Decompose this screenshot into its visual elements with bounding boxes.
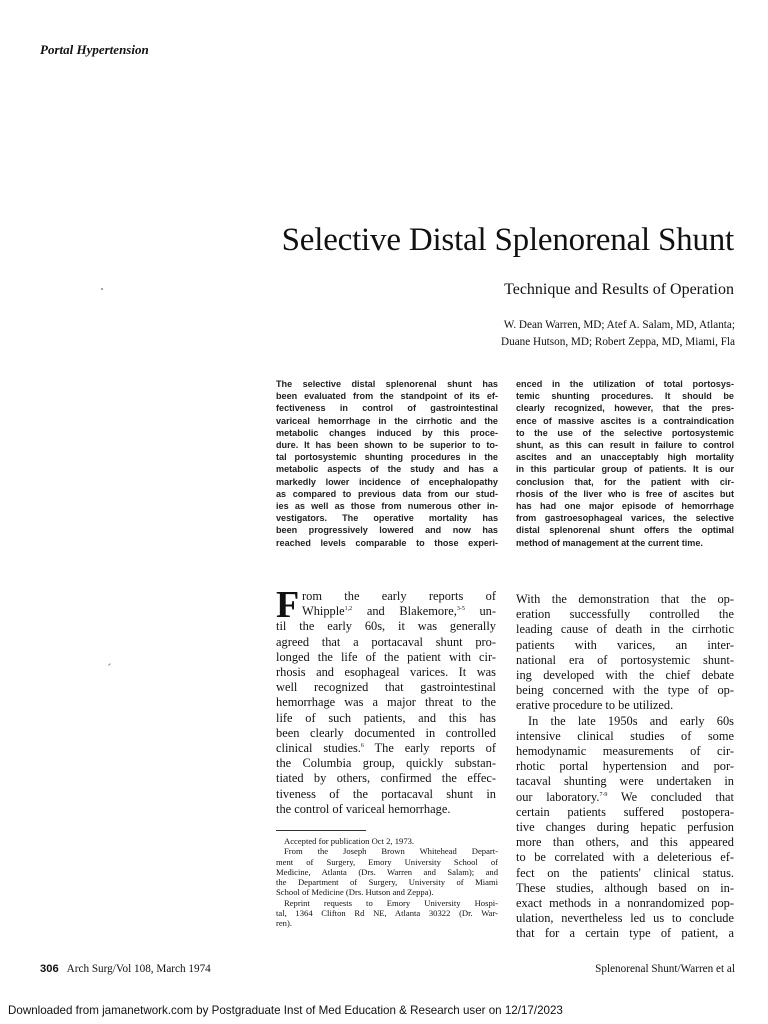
body-line: longed the life of the patient with cir-	[276, 649, 496, 664]
body-line: certain patients suffered postopera-	[516, 804, 734, 819]
abstract-line: rhosis of the liver who is free of ascites but	[516, 488, 734, 499]
abstract-line: metabolic aspects of the study and has a	[276, 464, 498, 475]
body-right-column	[516, 592, 734, 942]
footnote-line: tal, 1364 Clifton Rd NE, Atlanta 30322 (Dr. War-	[276, 908, 498, 919]
body-line: life of such patients, and this has	[276, 710, 496, 725]
body-line: rhotic portal hypertension and por-	[516, 759, 734, 774]
abstract-line: been evaluated from the standpoint of its ef-	[276, 391, 498, 402]
body-line: to be correlated with a deleterious ef-	[516, 850, 734, 865]
abstract-line: conclusion that, for the patient with cir-	[516, 476, 734, 487]
body-line: ing developed with the chief debate	[516, 668, 734, 683]
body-line: more than others, and this appeared	[516, 835, 734, 850]
body-line: erative procedure to be utilized.	[516, 698, 674, 713]
abstract-line: The selective distal splenorenal shunt has	[276, 379, 498, 389]
body-line: In the late 1950s and early 60s	[528, 713, 734, 728]
abstract-line: enced in the utilization of total portosys-	[516, 379, 734, 389]
abstract-line: to the use of the selective portosystemic	[516, 427, 734, 438]
body-line: ulation, nevertheless led us to conclude	[516, 911, 734, 926]
author-line: W. Dean Warren, MD; Atef A. Salam, MD, Atlanta;	[503, 319, 735, 331]
abstract-right-column	[516, 378, 734, 549]
footnote-line: Accepted for publication Oct 2, 1973.	[284, 836, 415, 846]
download-notice: Downloaded from jamanetwork.com by Postgraduate Inst of Med Education & Research user on 12/17/2023	[8, 1004, 563, 1017]
footnote-line: ren).	[276, 918, 292, 929]
abstract-line: in this particular group of patients. It is our	[516, 464, 734, 475]
body-line: been clearly documented in controlled	[276, 725, 496, 740]
abstract-line: method of management at the current time.	[516, 537, 703, 548]
body-line: the control of variceal hemorrhage.	[276, 801, 451, 816]
body-line: exact methods in a nonrandomized pop-	[516, 896, 734, 911]
abstract-left-column	[276, 378, 498, 549]
abstract-line: has had one major episode of hemorrhage	[516, 501, 734, 512]
abstract-line: shunt, as this can result in failure to control	[516, 440, 734, 451]
body-line: leading cause of death in the cirrhotic	[516, 622, 734, 637]
body-line: eration successfully controlled the	[516, 607, 734, 622]
footnote-line: Reprint requests to Emory University Hospi-	[284, 897, 498, 908]
abstract-line: clearly recognized, however, that the pres-	[516, 403, 734, 414]
body-line: patients with varices, an inter-	[516, 637, 734, 652]
abstract-line: ascites and an unacceptably high mortality	[516, 452, 734, 463]
body-line: agreed that a portacaval shunt pro-	[276, 634, 496, 649]
journal-citation: Arch Surg/Vol 108, March 1974	[66, 963, 211, 975]
abstract-line: metabolic changes induced by this proce-	[276, 427, 498, 438]
body-line: With the demonstration that the op-	[516, 592, 734, 606]
abstract-line: markedly lower incidence of encephalopathy	[276, 476, 498, 487]
body-line: the Columbia group, quickly substan-	[276, 756, 496, 771]
footnotes	[276, 836, 498, 929]
abstract-line: from gastroesophageal varices, the selective	[516, 513, 734, 524]
footnote-line: the Department of Surgery, University of Miami	[276, 877, 498, 888]
body-left-column	[276, 584, 496, 817]
body-line: tiveness of the portacaval shunt in	[276, 786, 496, 801]
abstract-line: fectiveness in control of gastrointestinal	[276, 403, 498, 414]
abstract-line: as compared to previous data from our stud-	[276, 488, 498, 499]
abstract-line: distal splenorenal shunt offers the optimal	[516, 525, 734, 536]
body-line: national era of portosystemic shunt-	[516, 652, 734, 667]
body-line: that for a certain type of patient, a	[516, 926, 734, 941]
section-label: Portal Hypertension	[40, 42, 149, 57]
footnote-line: From the Joseph Brown Whitehead Depart-	[284, 846, 498, 857]
page-number: 306	[40, 963, 59, 975]
body-line: til the early 60s, it was generally	[276, 619, 496, 634]
footnote-line: ment of Surgery, Emory University School of	[276, 856, 498, 867]
body-line: rhosis and esophageal varices. It was	[276, 665, 496, 680]
abstract-line: been progressively lowered and now has	[276, 525, 498, 536]
body-line: intensive clinical studies of some	[516, 728, 734, 743]
page-footer-left	[40, 963, 211, 975]
body-line: being concerned with the type of op-	[516, 683, 734, 698]
footnote-line: Medicine, Atlanta (Drs. Warren and Salam); and	[276, 866, 498, 877]
abstract-line: ies as well as those from numerous other in-	[276, 501, 498, 512]
abstract-line: reached levels comparable to those experi-	[276, 537, 498, 548]
abstract-line: dure. It has been shown to be superior to to-	[276, 440, 498, 451]
body-line: tive changes during hepatic perfusion	[516, 820, 734, 835]
abstract-line: vestigators. The operative mortality has	[276, 513, 498, 524]
scan-speck	[101, 288, 103, 290]
body-line: rom the early reports of	[302, 589, 496, 603]
body-line: well recognized that gastrointestinal	[276, 680, 496, 695]
article-subtitle: Technique and Results of Operation	[504, 281, 734, 298]
abstract-line: tal portosystemic shunting procedures in the	[276, 452, 498, 463]
body-line: Whipple$^{1,2}$ and Blakemore,$^{3-5}$ un-	[302, 604, 496, 619]
body-line: hemorrhage was a major threat to the	[276, 695, 496, 710]
body-line: These studies, although based on in-	[516, 880, 734, 895]
author-list	[501, 317, 735, 351]
footnote-line: School of Medicine (Drs. Hutson and Zeppa).	[276, 887, 434, 898]
abstract-line: ence of massive ascites is a contraindication	[516, 415, 734, 426]
footnote-divider	[276, 830, 366, 831]
drop-cap: F	[276, 584, 300, 626]
abstract-line: variceal hemorrhage in the cirrhotic and the	[276, 415, 498, 426]
abstract-line: temic shunting procedures. It should be	[516, 391, 734, 402]
body-line: clinical studies.$^6$ The early reports of	[276, 741, 496, 756]
running-head: Splenorenal Shunt/Warren et al	[595, 963, 735, 975]
article-title: Selective Distal Splenorenal Shunt	[281, 222, 734, 258]
body-line: fect on the patients' clinical status.	[516, 865, 734, 880]
scan-speck	[108, 663, 111, 666]
body-line: tiated by others, confirmed the effec-	[276, 771, 496, 786]
body-line: hemodynamic measurements of cir-	[516, 744, 734, 759]
author-line: Duane Hutson, MD; Robert Zeppa, MD, Miami, Fla	[501, 336, 735, 348]
body-line: our laboratory.$^{7-9}$ We concluded that	[516, 789, 734, 804]
body-line: tacaval shunting were undertaken in	[516, 774, 734, 789]
